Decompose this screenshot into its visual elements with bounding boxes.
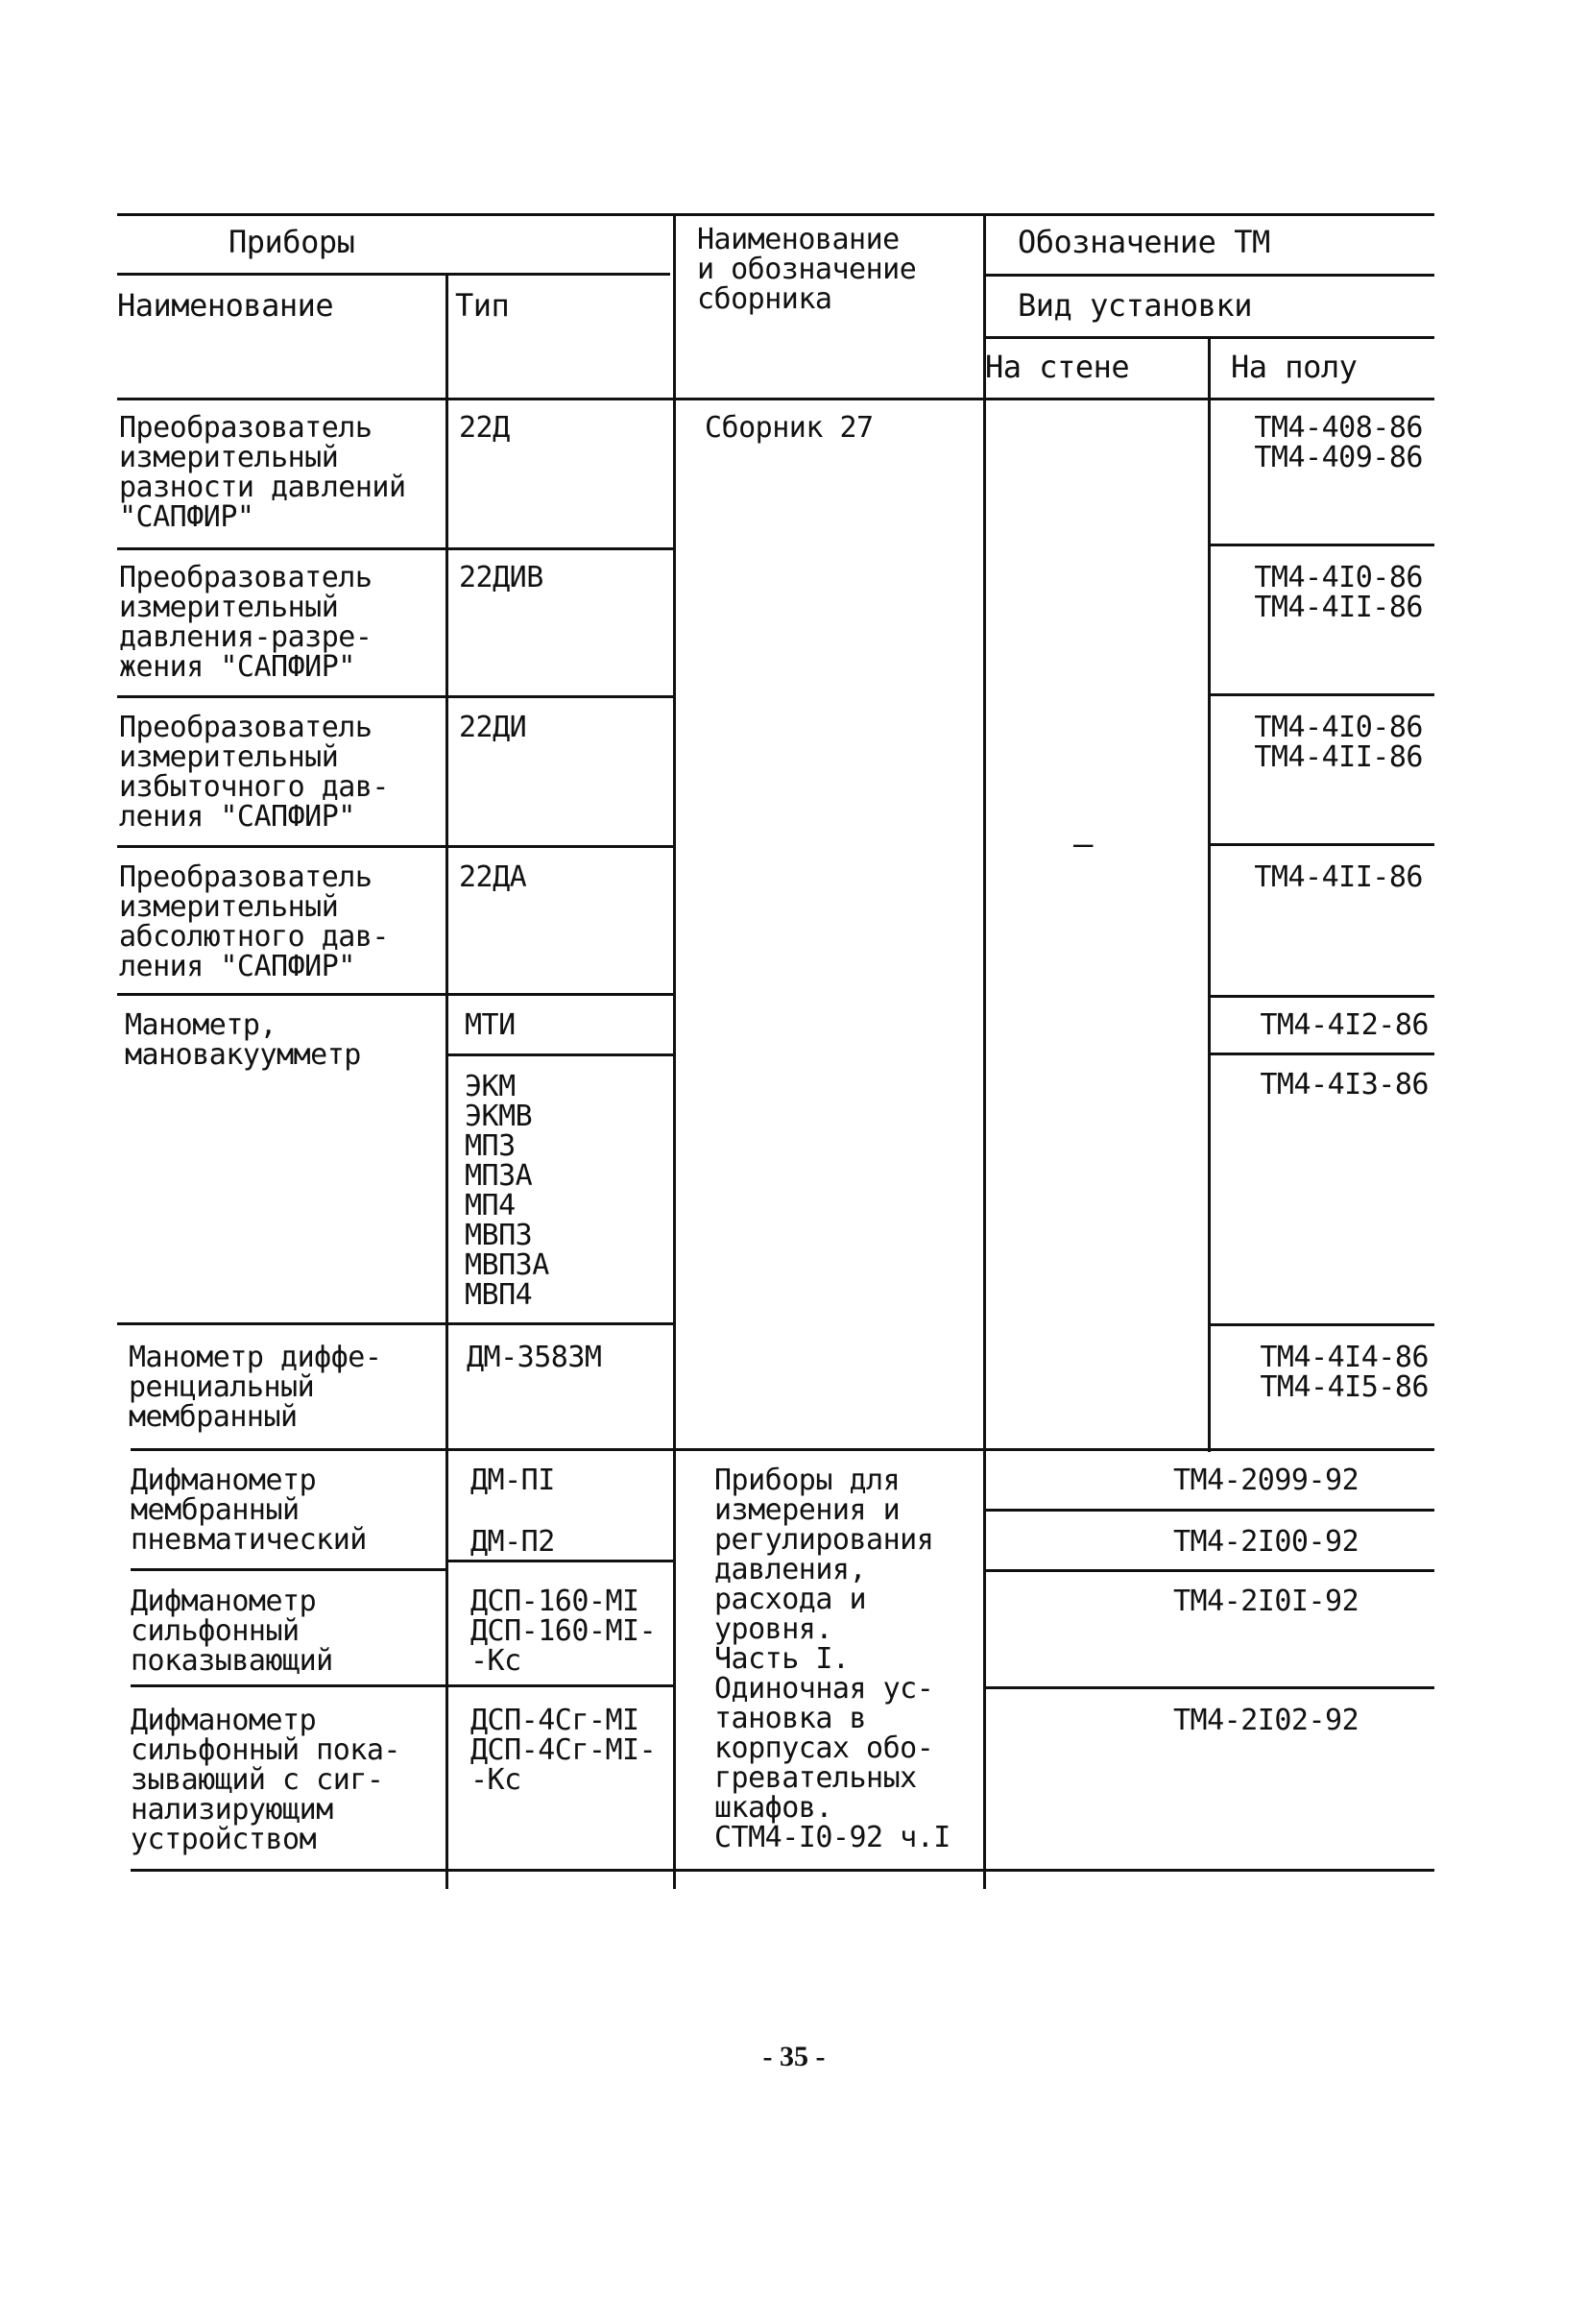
row-8-type: ДМ-П2 <box>470 1525 555 1559</box>
row-0-type: 22Д <box>459 411 510 445</box>
row-2-name: Преобразователь измерительный избыточного дав- ления "САПФИР" <box>119 711 389 834</box>
row-4-floor: ТМ4-4I2-86 <box>1260 1008 1429 1042</box>
row-3-floor: ТМ4-4II-86 <box>1254 860 1423 894</box>
row-2-type: 22ДИ <box>459 711 527 744</box>
header-collection: Наименование и обозначение сборника <box>697 223 917 316</box>
row-9-designation: ТМ4-2I0I-92 <box>1173 1585 1359 1618</box>
row-7-designation: ТМ4-2099-92 <box>1173 1464 1359 1497</box>
header-on-floor: На полу <box>1231 349 1358 385</box>
row-7-type: ДМ-ПI <box>470 1464 555 1497</box>
row-7-name: Дифманометр мембранный пневматический <box>131 1464 367 1557</box>
row-9-name: Дифманометр сильфонный показывающий <box>131 1585 333 1678</box>
row-2-floor: ТМ4-4I0-86 ТМ4-4II-86 <box>1254 711 1423 774</box>
row-3-name: Преобразователь измерительный абсолютного дав- ления "САПФИР" <box>119 860 389 983</box>
row-4-type: МТИ <box>465 1008 516 1042</box>
row-4-name: Манометр, мановакуумметр <box>125 1008 361 1072</box>
row-6-name: Манометр диффе- ренциальный мембранный <box>129 1341 382 1434</box>
row-1-type: 22ДИВ <box>459 561 543 594</box>
row-1-name: Преобразователь измерительный давления-разре- жения "САПФИР" <box>119 561 373 684</box>
row-6-floor: ТМ4-4I4-86 ТМ4-4I5-86 <box>1260 1341 1429 1404</box>
collection-second: Приборы для измерения и регулирования давления, расхода и уровня. Часть I. Одиночная ус- тановка в корпусах обо- гревательных шкафов. СТМ4-I0-92 ч.I <box>714 1464 950 1854</box>
row-10-designation: ТМ4-2I02-92 <box>1173 1704 1359 1737</box>
row-5-type: ЭКМ ЭКМВ МП3 МП3А МП4 МВП3 МВП3А МВП4 <box>465 1070 549 1312</box>
row-3-type: 22ДА <box>459 860 527 894</box>
row-5-floor: ТМ4-4I3-86 <box>1260 1068 1429 1101</box>
row-6-type: ДМ-3583М <box>467 1341 602 1374</box>
header-installation: Вид установки <box>1018 287 1252 324</box>
row-0-name: Преобразователь измерительный разности давлений "САПФИР" <box>119 411 406 534</box>
row-10-name: Дифманометр сильфонный пока- зывающий с сиг- нализирующим устройством <box>131 1704 400 1856</box>
row-8-designation: ТМ4-2I00-92 <box>1173 1525 1359 1559</box>
header-type: Тип <box>455 287 510 324</box>
header-instruments: Приборы <box>229 224 355 260</box>
row-9-type: ДСП-160-МI ДСП-160-МI- -Кс <box>470 1585 657 1678</box>
row-0-floor: ТМ4-408-86 ТМ4-409-86 <box>1254 411 1423 474</box>
row-1-floor: ТМ4-4I0-86 ТМ4-4II-86 <box>1254 561 1423 624</box>
wall-dash: — <box>1073 825 1093 863</box>
header-tm-designation: Обозначение ТМ <box>1018 224 1270 260</box>
page-number: - 35 - <box>762 2041 826 2072</box>
collection-first: Сборник 27 <box>705 411 874 445</box>
header-on-wall: На стене <box>985 349 1130 385</box>
header-name: Наименование <box>117 287 334 324</box>
row-10-type: ДСП-4Сг-МI ДСП-4Сг-МI- -Кс <box>470 1704 657 1797</box>
